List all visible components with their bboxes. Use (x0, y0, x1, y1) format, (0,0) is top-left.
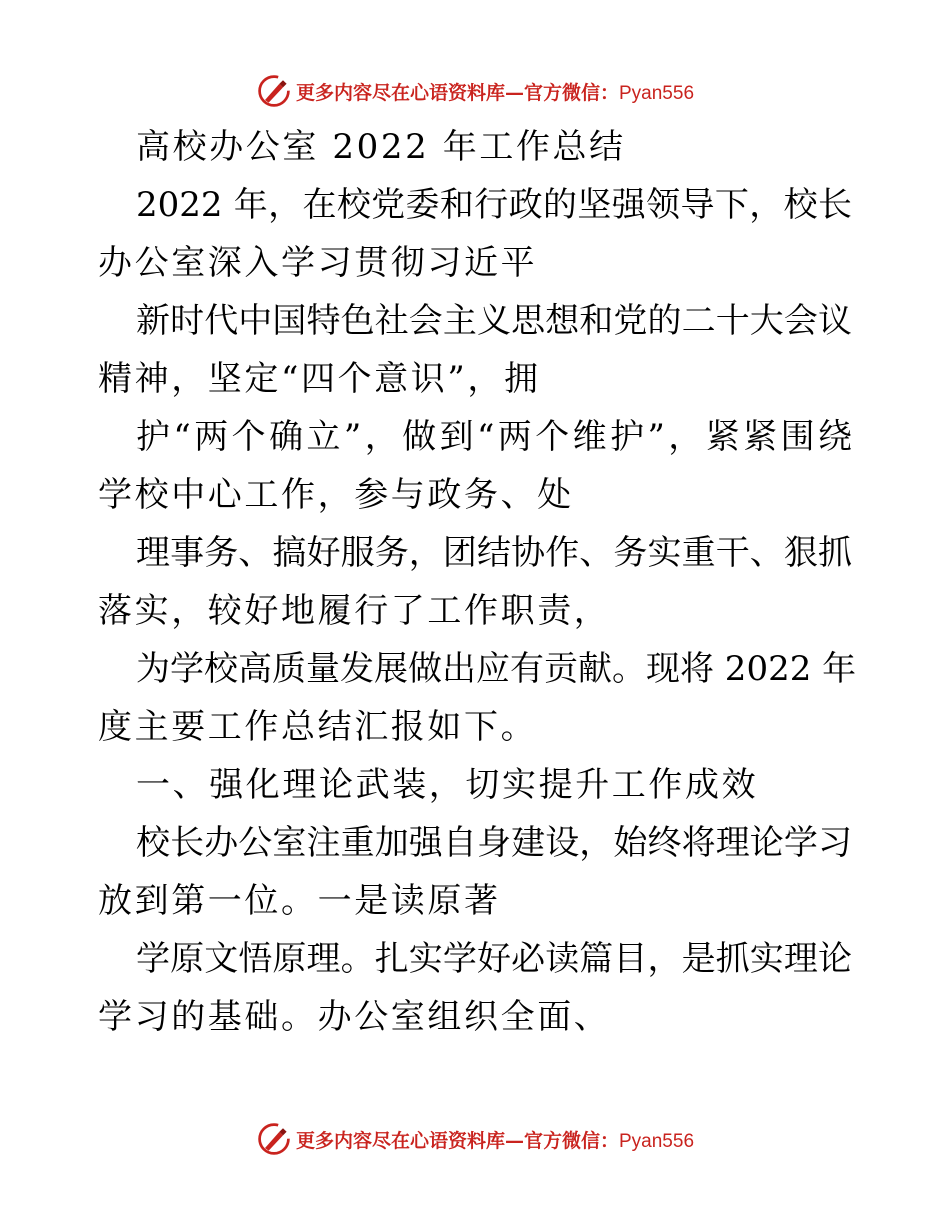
watermark-wechat-label: 官方微信： (523, 1129, 619, 1152)
paragraph-line: 度主要工作总结汇报如下。 (98, 707, 538, 747)
watermark-wechat-label: 官方微信： (523, 81, 619, 104)
watermark-dash: — (504, 81, 524, 104)
paragraph-line: 学校中心工作，参与政务、处 (98, 475, 574, 515)
footer-watermark (0, 1114, 950, 1164)
document-body (98, 118, 857, 1046)
section-heading: 一、强化理论武装，切实提升工作成效 (136, 765, 759, 805)
watermark-text (296, 78, 694, 105)
watermark-text (296, 1126, 694, 1153)
document-title: 高校办公室 2022 年工作总结 (136, 127, 626, 167)
paragraph-line: 落实，较好地履行了工作职责， (98, 591, 611, 631)
paragraph-line: 放到第一位。一是读原著 (98, 881, 501, 921)
watermark-wechat-id: Pyan556 (619, 82, 695, 104)
paragraph-line: 精神，坚定“四个意识”，拥 (98, 359, 541, 399)
paragraph-line: 学原文悟原理。扎实学好必读篇目，是抓实理论 (136, 939, 852, 979)
paragraph-line: 理事务、搞好服务，团结协作、务实重干、狠抓 (136, 533, 852, 573)
paragraph-line: 为学校高质量发展做出应有贡献。现将 2022 年 (136, 649, 857, 689)
paragraph-line: 2022 年，在校党委和行政的坚强领导下，校长 (136, 185, 852, 225)
paragraph-line: 护“两个确立”，做到“两个维护”，紧紧围绕 (136, 417, 852, 457)
paragraph-line: 新时代中国特色社会主义思想和党的二十大会议 (136, 301, 852, 341)
paragraph-line: 学习的基础。办公室组织全面、 (98, 997, 611, 1037)
header-watermark (0, 66, 950, 116)
paragraph-line: 校长办公室注重加强自身建设，始终将理论学习 (136, 823, 852, 863)
watermark-wechat-id: Pyan556 (619, 1130, 695, 1152)
watermark-brand: 更多内容尽在心语资料库 (295, 1129, 505, 1152)
watermark-brand: 更多内容尽在心语资料库 (295, 81, 505, 104)
paragraph-line: 办公室深入学习贯彻习近平 (98, 243, 538, 283)
pen-logo-icon (256, 73, 292, 109)
watermark-dash: — (504, 1129, 524, 1152)
pen-logo-icon (256, 1121, 292, 1157)
